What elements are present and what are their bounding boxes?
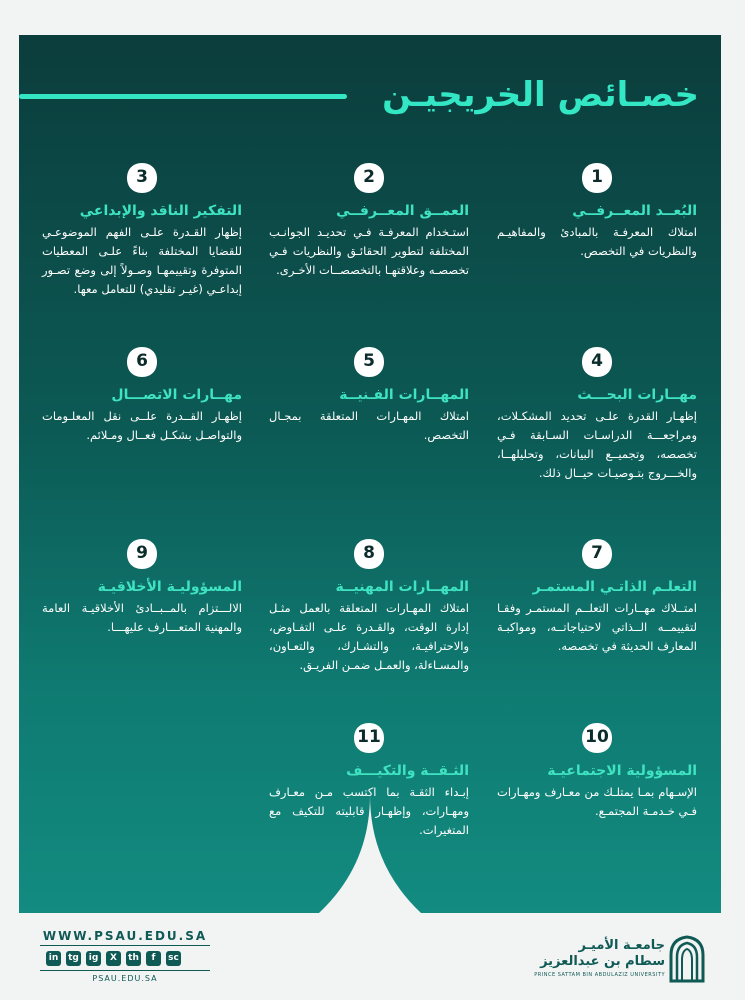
number-badge: 4 [580, 345, 614, 379]
number-badge: 5 [352, 345, 386, 379]
item-title: التعلـم الذاتـي المستمـر [532, 579, 697, 595]
website-url[interactable]: WWW.PSAU.EDU.SA [42, 929, 208, 943]
instagram-icon[interactable]: ig [86, 951, 101, 966]
number-badge: 10 [580, 721, 614, 755]
footer-divider [40, 945, 210, 946]
page-title: خصـائص الخريجيـن [382, 75, 699, 115]
linkedin-icon[interactable]: in [46, 951, 61, 966]
item-card-10 [497, 721, 697, 821]
number-badge: 8 [352, 537, 386, 571]
item-body: إظهـار القــدرة علــى نقل المعلـومات والتواصـل بشكـل فعــال ومـلائم. [42, 409, 242, 442]
number-badge: 7 [580, 537, 614, 571]
item-body: امتلاك المهـارات المتعلقة بمجـال التخصص. [269, 409, 469, 442]
item-card-7 [497, 537, 697, 656]
item-title: المسؤوليـة الأخلاقيـة [97, 579, 242, 595]
item-card-11 [269, 721, 469, 840]
title-underline [19, 94, 347, 99]
item-title: المهــارات الفـنيــة [339, 387, 469, 403]
item-body: استـخدام المعرفـة فـي تحديـد الجوانـب المختلفة لتطوير الحقائـق والنظريات فـي تخصصـه وعلاقتهـا بالتخصصــات الأخـرى. [269, 225, 469, 277]
main-panel [19, 35, 721, 913]
number-badge: 11 [352, 721, 386, 755]
university-name: جامعـة الأميـر سطام بن عبدالعزيز PRINCE SATTAM BIN ABDULAZIZ UNIVERSITY [534, 938, 665, 978]
item-title: العمــق المعــرفــي [336, 203, 469, 219]
item-card-8 [269, 537, 469, 675]
threads-icon[interactable]: th [126, 951, 141, 966]
number-badge: 1 [580, 161, 614, 195]
item-body: إبـداء الثقـة بما اكتسب مـن معـارف ومهـارات، وإظهـار قابليته للتكيف مع المتغيرات. [269, 785, 469, 837]
item-title: الثـقــة والتكيـــف [346, 763, 469, 779]
footer-divider [40, 970, 210, 971]
item-body: الالـــتزام بالمــبــادئ الأخلاقيـة العامة والمهنية المتعـــارف عليهـــا. [42, 601, 242, 634]
facebook-icon[interactable]: f [146, 951, 161, 966]
website-url-small[interactable]: PSAU.EDU.SA [92, 974, 158, 983]
item-card-1 [497, 161, 697, 261]
item-card-9 [42, 537, 242, 637]
number-badge: 3 [125, 161, 159, 195]
item-body: إظهار القـدرة علـى الفهم الموضوعـي للقضايا المختلفة بناءً علـى المعطيات المتوفرة وتقييمهـا وصـولاً إلى وضع تصـور إبداعـي (غيـر تقليدي) للتعامل معها. [42, 225, 242, 296]
item-body: الإسـهام بمـا يمتلـك من معـارف ومهـارات فـي خـدمـة المجتمـع. [497, 785, 697, 818]
item-title: التفكير الناقد والإبداعي [79, 203, 242, 219]
item-card-4 [497, 345, 697, 483]
item-card-5 [269, 345, 469, 445]
number-badge: 2 [352, 161, 386, 195]
item-card-3 [42, 161, 242, 299]
item-title: مهــارات البحـــث [577, 387, 697, 403]
item-title: المسؤولية الاجتماعيـة [547, 763, 697, 779]
x-icon[interactable]: X [106, 951, 121, 966]
number-badge: 9 [125, 537, 159, 571]
item-card-2 [269, 161, 469, 280]
item-title: البُعــد المعــرفــي [572, 203, 697, 219]
snapchat-icon[interactable]: sc [166, 951, 181, 966]
item-body: امتلاك المعرفـة بالمبادئ والمفاهيـم والنظريات في التخصص. [497, 225, 697, 258]
item-title: المهــارات المهنيــة [335, 579, 469, 595]
item-title: مهــارات الاتصـــال [111, 387, 242, 403]
item-card-6 [42, 345, 242, 445]
item-body: امتلاك المهـارات المتعلقة بالعمل مثـل إدارة الوقت، والقـدرة علـى التفـاوض، والاحترافيـة، والتشـارك، والتعـاون، والمسـاءلة، والعمـل ضمـن الفريـق. [269, 601, 469, 672]
item-body: إظهـار القدرة علـى تحديد المشكـلات، ومراجعـــة الدراسـات السـابقة فـي تخصصه، وتجميــع البيانات، وتحليلهــا، والخـــروج بتـوصيـات حيــال ذلك. [497, 409, 697, 480]
number-badge: 6 [125, 345, 159, 379]
university-logo-icon [667, 935, 707, 983]
social-icons [46, 951, 181, 966]
telegram-icon[interactable]: tg [66, 951, 81, 966]
item-body: امتــلاك مهــارات التعلــم المستمـر وفقـا لتقييمــه الــذاتي لاحتياجاتــه، ومواكبـة المعارف الحديثة في تخصصه. [497, 601, 697, 653]
